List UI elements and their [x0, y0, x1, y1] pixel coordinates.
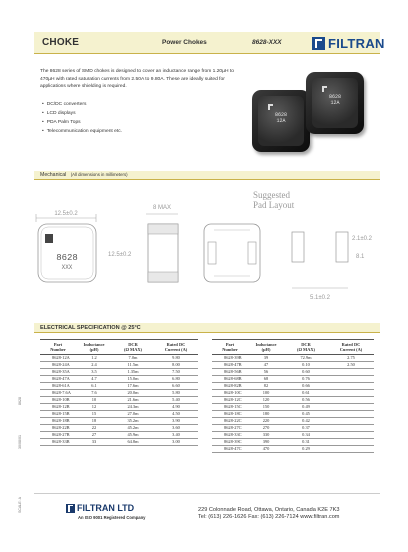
electrical-title: ELECTRICAL SPECIFICATION @ 25°C: [40, 325, 141, 331]
cell-part-number: 8628-18C: [212, 411, 248, 418]
cell-inductance: 82: [248, 383, 284, 390]
cell-part-number: 8628-47B: [212, 362, 248, 369]
cell-dcr: 7.0m: [112, 355, 154, 362]
side-height-dim: 8 MAX: [152, 205, 172, 211]
col-header-current: Rated DC Current (A): [328, 340, 374, 355]
col-header-current: Rated DC Current (A): [154, 340, 198, 355]
table-row: [212, 355, 374, 362]
cell-dcr: 35.2m: [112, 418, 154, 425]
col-header-dcr: DCR (Ω MAX): [112, 340, 154, 355]
cell-dcr: 0.76: [284, 376, 328, 383]
cell-rated-current: 2.50: [328, 362, 374, 369]
cell-part-number: 8628-33B: [40, 439, 76, 446]
mechanical-title: Mechanical: [40, 172, 67, 178]
cell-rated-current: [328, 390, 374, 397]
cell-inductance: 390: [248, 439, 284, 446]
table-row: [212, 376, 374, 383]
cell-rated-current: 4.50: [154, 411, 198, 418]
cell-dcr: 11.5m: [112, 362, 154, 369]
cell-rated-current: [328, 397, 374, 404]
cell-inductance: 22: [76, 425, 112, 432]
filtran-mark-icon: [268, 104, 273, 110]
cell-dcr: 45.9m: [112, 432, 154, 439]
table-row: [40, 397, 198, 404]
cell-rated-current: [328, 432, 374, 439]
cell-rated-current: [328, 425, 374, 432]
cell-part-number: 8628-56B: [212, 369, 248, 376]
cell-rated-current: 2.75: [328, 355, 374, 362]
cell-dcr: 0.37: [284, 425, 328, 432]
cell-inductance: 68: [248, 376, 284, 383]
table-row: [212, 369, 374, 376]
contact-block: [198, 507, 340, 521]
cell-dcr: 0.45: [284, 411, 328, 418]
product-photo: [248, 68, 378, 158]
product-title: CHOKE: [42, 37, 80, 48]
cell-inductance: 4.7: [76, 376, 112, 383]
cell-inductance: 12: [76, 404, 112, 411]
choke-label-bottom: 12A: [276, 118, 286, 124]
table-row: [40, 432, 198, 439]
table-row: [212, 418, 374, 425]
table-row: [212, 446, 374, 453]
cell-inductance: 2.4: [76, 362, 112, 369]
cell-part-number: 8628-39C: [212, 439, 248, 446]
cell-part-number: 8628-27B: [40, 432, 76, 439]
cell-rated-current: 3.90: [154, 418, 198, 425]
col-header-part: Part Number: [212, 340, 248, 355]
choke-label-top: 8628: [274, 112, 287, 118]
product-subtitle: Power Chokes: [162, 39, 207, 46]
cell-part-number: 8628-10B: [40, 397, 76, 404]
list-item: • PDA Palm Tops: [42, 118, 122, 127]
cell-dcr: 72.9m: [284, 355, 328, 362]
cell-inductance: 18: [76, 418, 112, 425]
col-header-part: Part Number: [40, 340, 76, 355]
col-header-dcr: DCR (Ω MAX): [284, 340, 328, 355]
mechanical-section-header: [34, 171, 380, 180]
cell-dcr: 0.49: [284, 404, 328, 411]
cell-rated-current: 3.60: [154, 425, 198, 432]
cell-dcr: 0.31: [284, 439, 328, 446]
cell-dcr: 27.0m: [112, 411, 154, 418]
choke-image-right: [306, 72, 364, 134]
cell-inductance: 150: [248, 404, 284, 411]
table-row: [40, 383, 198, 390]
intro-paragraph: The 8628 series of SMD chokes is designed to cover an inductance range from 1.20µH to 470µH with rated saturation currents from 2.50A to 9.80A. These are ideally suited for applications where shielding is required.: [40, 69, 234, 90]
table-row: [212, 404, 374, 411]
cell-rated-current: [328, 446, 374, 453]
spec-table-right: [212, 339, 374, 453]
cell-inductance: 100: [248, 390, 284, 397]
cell-dcr: 0.42: [284, 418, 328, 425]
pad-width-dim: 2.1±0.2: [352, 236, 372, 242]
cell-part-number: 8628-47C: [212, 446, 248, 453]
cell-part-number: 8628-15B: [40, 411, 76, 418]
table-row: [40, 425, 198, 432]
part-code: XXX: [61, 264, 73, 271]
choke-label-bottom: 12A: [330, 100, 340, 106]
spec-table-left: [40, 339, 198, 446]
filtran-logo-icon: [66, 504, 75, 513]
cell-part-number: 8628-68B: [212, 376, 248, 383]
cell-part-number: 8628-12B: [40, 404, 76, 411]
suggested-title-line2: Pad Layout: [253, 200, 295, 210]
cell-rated-current: 4.90: [154, 404, 198, 411]
cell-dcr: 24.3m: [112, 404, 154, 411]
cell-part-number: 8628-15C: [212, 404, 248, 411]
top-height-dim: 12.5±0.2: [108, 252, 132, 258]
cell-inductance: 3.5: [76, 369, 112, 376]
footer: [34, 493, 380, 523]
filtran-logo-icon: [312, 37, 325, 50]
cell-dcr: 0.34: [284, 432, 328, 439]
table-row: [40, 411, 198, 418]
pad-overall-dim: 5.1±0.2: [310, 295, 330, 301]
cell-part-number: 8628-22C: [212, 418, 248, 425]
cell-part-number: 8628-61A: [40, 383, 76, 390]
table-row: [212, 397, 374, 404]
cell-dcr: 0.66: [284, 383, 328, 390]
cell-inductance: 47: [248, 362, 284, 369]
cell-inductance: 270: [248, 425, 284, 432]
cell-dcr: 21.6m: [112, 397, 154, 404]
footer-logo: [66, 503, 134, 513]
cell-rated-current: [328, 439, 374, 446]
cell-part-number: 8628-33C: [212, 432, 248, 439]
cell-inductance: 470: [248, 446, 284, 453]
part-marking: 8628: [56, 253, 78, 263]
table-header-row: [212, 340, 374, 355]
cell-dcr: 0.60: [284, 369, 328, 376]
cell-part-number: 8628-12A: [40, 355, 76, 362]
part-text: 8628: [18, 397, 22, 405]
cell-inductance: 39: [248, 355, 284, 362]
top-view-drawing: [36, 211, 132, 282]
cell-rated-current: 6.80: [154, 376, 198, 383]
cell-part-number: 8628-24A: [40, 362, 76, 369]
cell-part-number: 8628-10C: [212, 390, 248, 397]
table-row: [212, 390, 374, 397]
cell-rated-current: [328, 418, 374, 425]
table-row: [212, 362, 374, 369]
cell-part-number: 8628-82B: [212, 383, 248, 390]
table-row: [212, 432, 374, 439]
cell-rated-current: [328, 369, 374, 376]
cell-inductance: 27: [76, 432, 112, 439]
filtran-mark-icon: [45, 234, 53, 243]
table-row: [40, 418, 198, 425]
list-item: • Telecommunication equipment etc.: [42, 127, 122, 136]
cell-dcr: 0.61: [284, 390, 328, 397]
cell-part-number: 8628-47A: [40, 376, 76, 383]
choke-image-left: [252, 90, 310, 152]
cell-dcr: 0.10: [284, 362, 328, 369]
scale-text: SCALE: A: [18, 497, 22, 513]
cell-dcr: 20.0m: [112, 390, 154, 397]
side-view-drawing: [146, 205, 178, 282]
cell-inductance: 15: [76, 411, 112, 418]
cell-rated-current: 6.60: [154, 383, 198, 390]
date-text: 30/08/01: [18, 435, 22, 449]
suggested-pad-layout-title: [253, 190, 294, 210]
cell-part-number: 8628-27C: [212, 425, 248, 432]
col-header-inductance: Inductance (µH): [248, 340, 284, 355]
brand-name: FILTRAN: [328, 35, 385, 51]
cell-inductance: 7.6: [76, 390, 112, 397]
table-header-row: [40, 340, 198, 355]
cell-part-number: 8628-35A: [40, 369, 76, 376]
table-row: [40, 376, 198, 383]
application-list: [42, 100, 122, 136]
cell-part-number: 8628-7.6A: [40, 390, 76, 397]
cell-rated-current: [328, 376, 374, 383]
table-row: [40, 369, 198, 376]
cell-inductance: 33: [76, 439, 112, 446]
cell-inductance: 6.1: [76, 383, 112, 390]
cell-rated-current: [328, 411, 374, 418]
phone-fax-web-line: Tel: (613) 226-1626 Fax: (613) 226-7124 www.filtran.com: [198, 514, 340, 520]
cell-rated-current: 7.50: [154, 369, 198, 376]
table-row: [40, 390, 198, 397]
cell-inductance: 1.2: [76, 355, 112, 362]
table-row: [212, 425, 374, 432]
pad-gap-dim: 8.1: [356, 254, 365, 260]
cell-dcr: 0.29: [284, 446, 328, 453]
cell-dcr: 64.8m: [112, 439, 154, 446]
table-row: [40, 355, 198, 362]
suggested-title-line1: Suggested: [253, 190, 290, 200]
cell-dcr: 17.6m: [112, 383, 154, 390]
choke-label-top: 8628: [328, 94, 341, 100]
cell-dcr: 45.2m: [112, 425, 154, 432]
table-row: [40, 439, 198, 446]
title-bar: [34, 32, 385, 54]
cell-dcr: 15.0m: [112, 376, 154, 383]
footer-brand: FILTRAN LTD: [77, 503, 135, 513]
cell-rated-current: [328, 383, 374, 390]
table-row: [40, 362, 198, 369]
cell-dcr: 0.56: [284, 397, 328, 404]
cell-part-number: 8628-18B: [40, 418, 76, 425]
table-row: [212, 439, 374, 446]
cell-rated-current: [328, 404, 374, 411]
top-width-dim: 12.5±0.2: [54, 211, 78, 217]
pad-layout-drawing: [292, 232, 373, 301]
cell-inductance: 56: [248, 369, 284, 376]
side-margin-text: [18, 355, 26, 515]
filtran-logo: [312, 33, 385, 53]
mechanical-note: (All dimensions in millimeters): [70, 172, 128, 177]
part-series: 8628-XXX: [252, 39, 282, 46]
cell-rated-current: 3.00: [154, 439, 198, 446]
cell-dcr: 1.35m: [112, 369, 154, 376]
cell-part-number: 8628-12C: [212, 397, 248, 404]
address-line: 229 Colonnade Road, Ottawa, Ontario, Canada K2E 7K3: [198, 507, 340, 513]
cell-rated-current: 8.00: [154, 362, 198, 369]
cell-inductance: 220: [248, 418, 284, 425]
table-row: [40, 404, 198, 411]
cell-inductance: 10: [76, 397, 112, 404]
filtran-mark-icon: [322, 86, 327, 92]
cell-rated-current: 3.40: [154, 432, 198, 439]
cell-rated-current: 9.80: [154, 355, 198, 362]
col-header-inductance: Inductance (µH): [76, 340, 112, 355]
iso-statement: An ISO 9001 Registered Company: [78, 515, 146, 520]
cell-rated-current: 5.80: [154, 390, 198, 397]
cell-inductance: 120: [248, 397, 284, 404]
electrical-section-header: [34, 323, 380, 333]
table-row: [212, 411, 374, 418]
cell-inductance: 180: [248, 411, 284, 418]
cell-inductance: 330: [248, 432, 284, 439]
cell-part-number: 8628-22B: [40, 425, 76, 432]
list-item: • DC/DC converters: [42, 100, 122, 109]
list-item: • LCD displays: [42, 109, 122, 118]
cell-part-number: 8628-39B: [212, 355, 248, 362]
mechanical-drawings: [34, 182, 380, 312]
cell-rated-current: 5.40: [154, 397, 198, 404]
bottom-view-drawing: [204, 224, 260, 282]
table-row: [212, 383, 374, 390]
